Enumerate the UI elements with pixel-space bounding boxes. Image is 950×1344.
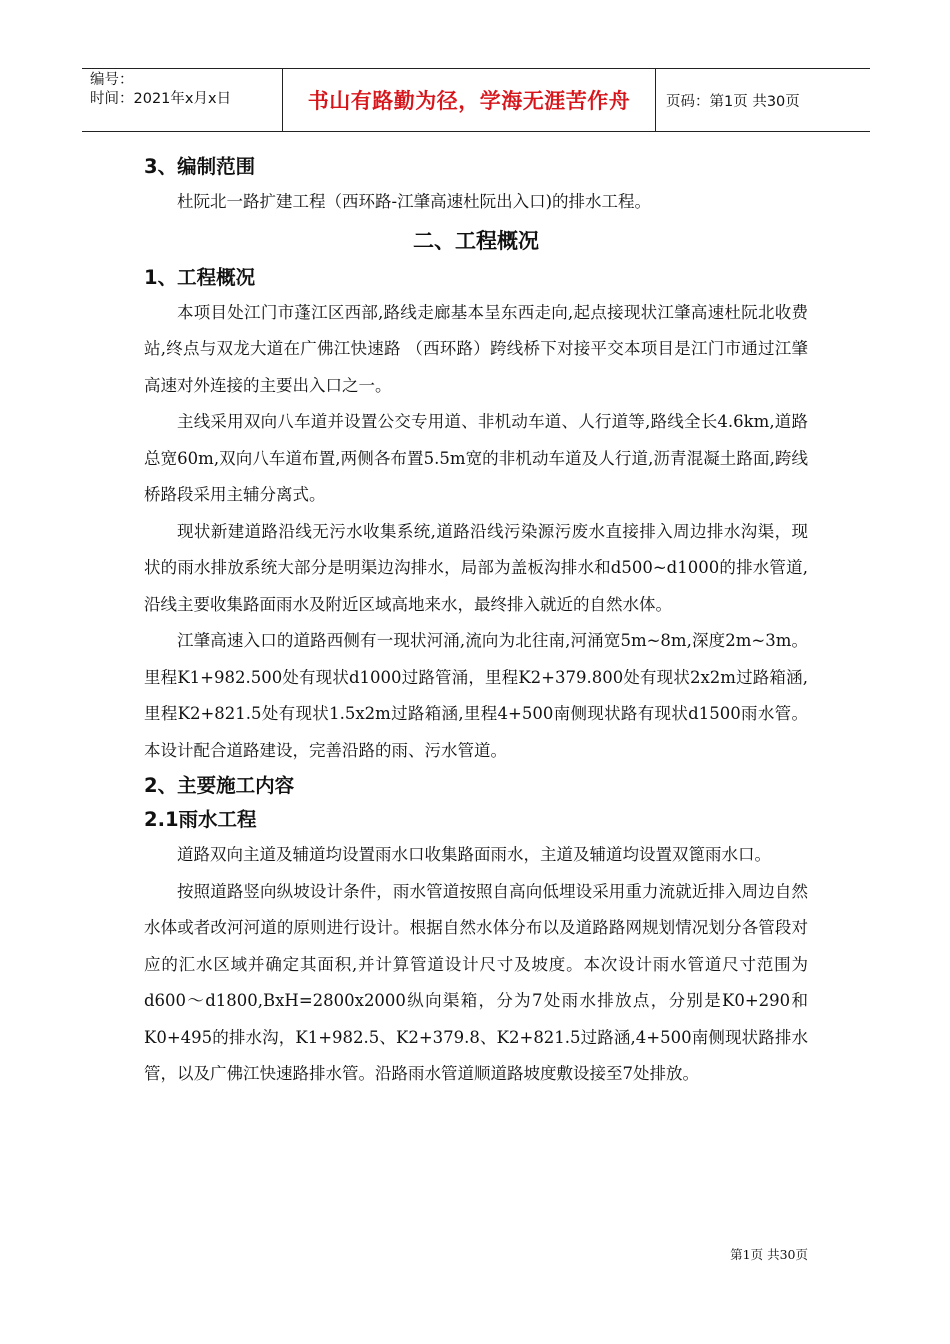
section-title-scope: 3、编制范围 xyxy=(144,155,256,178)
document-number-label: 编号： xyxy=(90,72,134,88)
paragraph-overview-2: 主线采用双向八车道并设置公交专用道、非机动车道、人行道等,路线全长4.6km,道路总宽60m,双向八车道布置,两侧各布置5.5m宽的非机动车道及人行道,沥青混凝土路面,跨线桥路段采用主辅分离式。 xyxy=(144,412,808,504)
paragraph-overview-1: 本项目处江门市蓬江区西部,路线走廊基本呈东西走向,起点接现状江肇高速杜阮北收费站,终点与双龙大道在广佛江快速路 （西环路）跨线桥下对接平交本项目是江门市通过江肇高速对外连接的主要出入口之一。 xyxy=(144,302,808,395)
document-header xyxy=(82,68,870,132)
document-body xyxy=(144,150,808,1093)
paragraph-scope: 杜阮北一路扩建工程（西环路-江肇高速杜阮出入口)的排水工程。 xyxy=(177,192,652,211)
paragraph-overview-3: 现状新建道路沿线无污水收集系统,道路沿线污染源污废水直接排入周边排水沟渠，现状的雨水排放系统大部分是明渠边沟排水，局部为盖板沟排水和d500~d1000的排水管道,沿线主要收集路面雨水及附近区域高地来水，最终排入就近的自然水体。 xyxy=(144,521,808,614)
paragraph-rainwater-1: 道路双向主道及辅道均设置雨水口收集路面雨水，主道及辅道均设置双篦雨水口。 xyxy=(177,845,771,864)
page-footer: 第1页 共30页 xyxy=(730,1247,808,1262)
paragraph-rainwater-2: 按照道路竖向纵坡设计条件，雨水管道按照自高向低埋设采用重力流就近排入周边自然水体或者改河河道的原则进行设计。根据自然水体分布以及道路路网规划情况划分各管段对应的汇水区域并确定其面积,并计算管道设计尺寸及坡度。本次设计雨水管道尺寸范围为d600～d1800,BxH=2800x2000纵向渠箱，分为7处雨水排放点，分别是K0+290和K0+495的排水沟，K1+982.5、K2+379.8、K2+821.5过路涵,4+500南侧现状路排水管，以及广佛江快速路排水管。沿路雨水管道顺道路坡度敷设接至7处排放。 xyxy=(144,881,808,1083)
section-title-construction: 2、主要施工内容 xyxy=(144,774,295,797)
subsection-title-rainwater: 2.1雨水工程 xyxy=(144,808,257,831)
chapter-title-overview: 二、工程概况 xyxy=(413,228,539,253)
header-motto: 书山有路勤为径，学海无涯苦作舟 xyxy=(282,69,656,131)
header-meta xyxy=(82,69,282,131)
header-page-number: 页码：第1页 共30页 xyxy=(666,93,800,110)
document-time-label: 时间：2021年x月x日 xyxy=(90,91,232,107)
section-title-overview: 1、工程概况 xyxy=(144,265,256,289)
paragraph-overview-4: 江肇高速入口的道路西侧有一现状河涌,流向为北往南,河涌宽5m~8m,深度2m~3m。里程K1+982.500处有现状d1000过路管涌，里程K2+379.800处有现状2x2m过路箱涵,里程K2+821.5处有现状1.5x2m过路箱涵,里程4+500南侧现状路有现状d1500雨水管。本设计配合道路建设，完善沿路的雨、污水管道。 xyxy=(144,631,808,760)
